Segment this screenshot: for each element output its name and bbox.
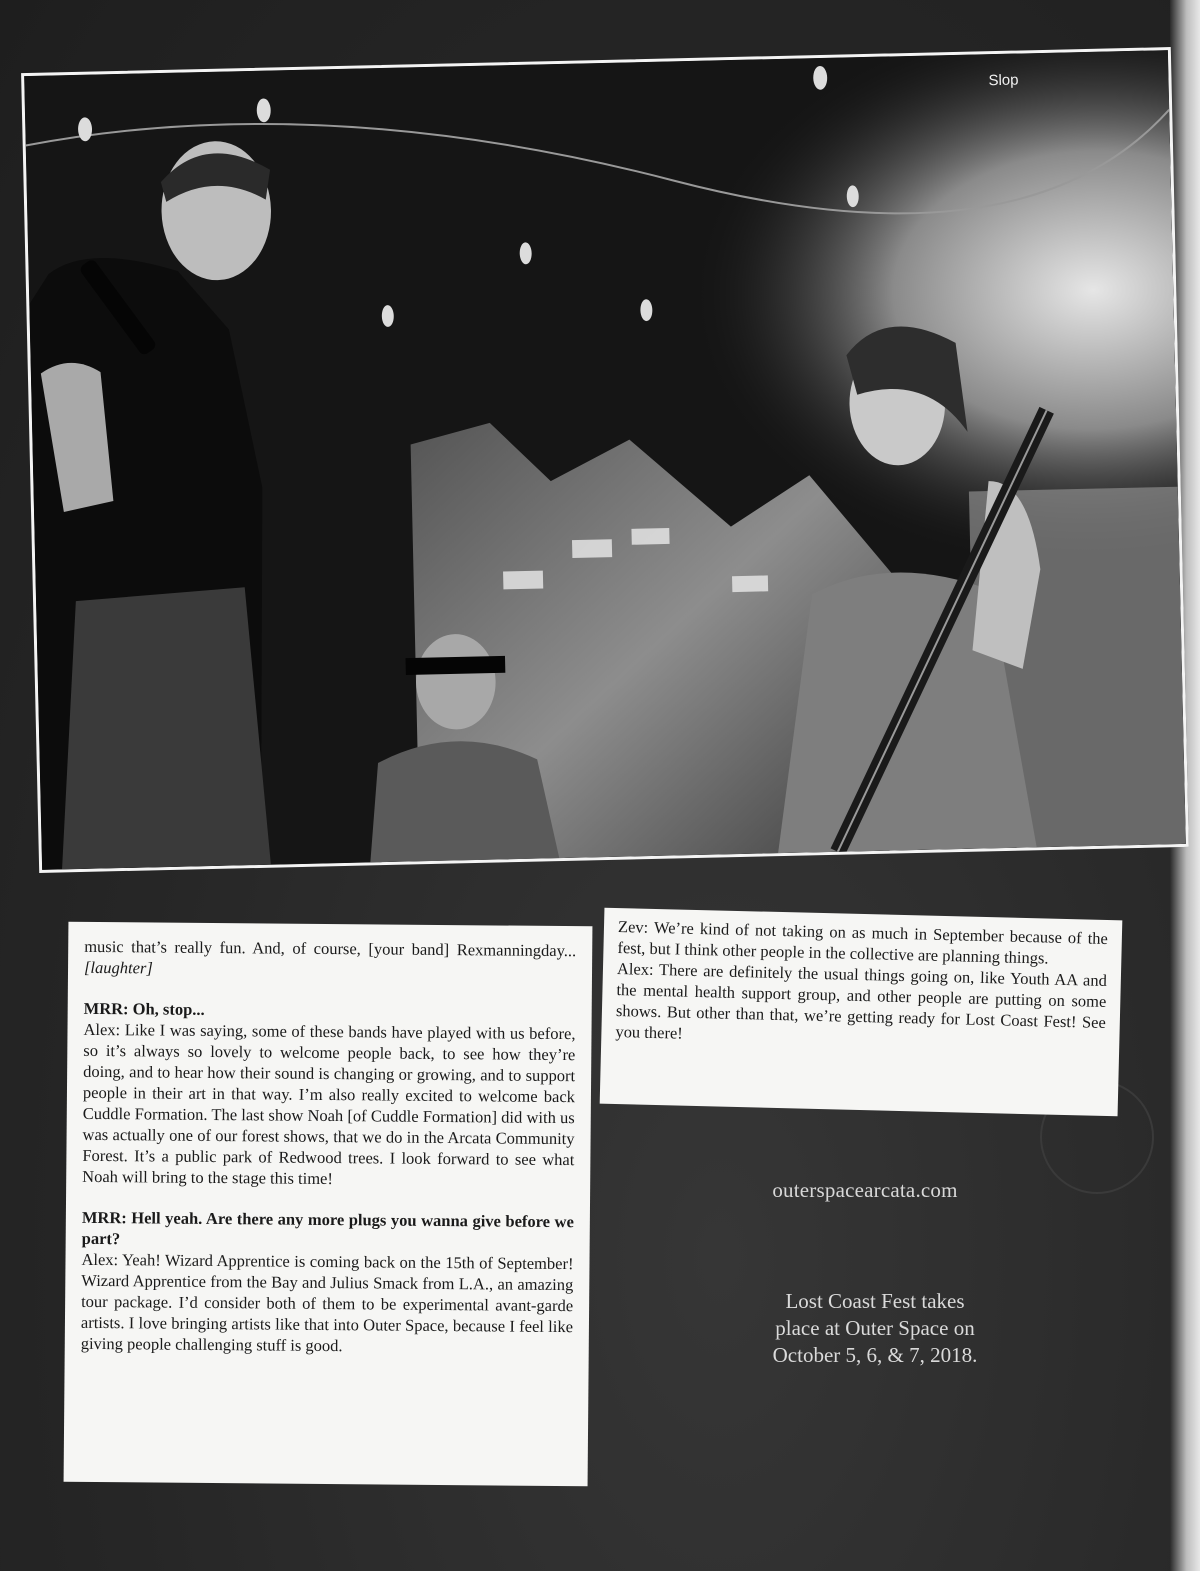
interview-answer: Alex: Yeah! Wizard Apprentice is coming back on the 15th of September! Wizard Apprentice from the Bay and Julius Smack from L.A., an amazing tour package. I’d consider both of them to be experimental avant-garde artists. I love bringing artists like that into Outer Space, because I feel like giving people challenging stuff is good. (80, 1249, 574, 1356)
fest-info-line: place at Outer Space on (775, 1316, 975, 1340)
interview-answer: Alex: Like I was saying, some of these bands have played with us before, so it’s always so lovely to welcome people back, to see how they’re doing, and to hear how their sound is changing or growing, and to support people in their art in that way. I’m also really excited to welcome back Cuddle Formation. The last show Noah [of Cuddle Formation] did with us was actually one of our forest shows, that we do in the Arcata Community Forest. It’s a public park of Redwood trees. I look forward to see what Noah will bring to the stage this time! (82, 1019, 576, 1189)
fest-info-line: October 5, 6, & 7, 2018. (772, 1343, 978, 1367)
laughter-aside: [laughter] (83, 957, 153, 978)
fest-info-line: Lost Coast Fest takes (785, 1289, 965, 1313)
photo-credit: Slop (988, 71, 1019, 90)
interview-text-left (64, 922, 593, 1487)
band-photo (21, 47, 1189, 873)
band-photo-illustration (24, 50, 1186, 870)
interview-question: MRR: Oh, stop... (83, 998, 205, 1019)
interview-text-right (600, 908, 1123, 1117)
paragraph-text: music that’s really fun. And, of course, [your band] Rexmanningday... (84, 936, 577, 961)
fest-info (730, 1288, 1020, 1369)
interview-question: MRR: Hell yeah. Are there any more plugs you wanna give before we part? (81, 1207, 574, 1249)
website-url: outerspacearcata.com (772, 1178, 958, 1202)
interview-answer: Alex: There are definitely the usual things going on, like Youth AA and the mental health support group, and other people are putting on some shows. But other than that, we’re getting ready for Lost Coast Fest! See you there! (615, 959, 1108, 1043)
interview-paragraph (84, 936, 576, 982)
interview-answer: Zev: We’re kind of not taking on as much in September because of the fest, but I think other people in the collective are planning things. (617, 917, 1109, 968)
